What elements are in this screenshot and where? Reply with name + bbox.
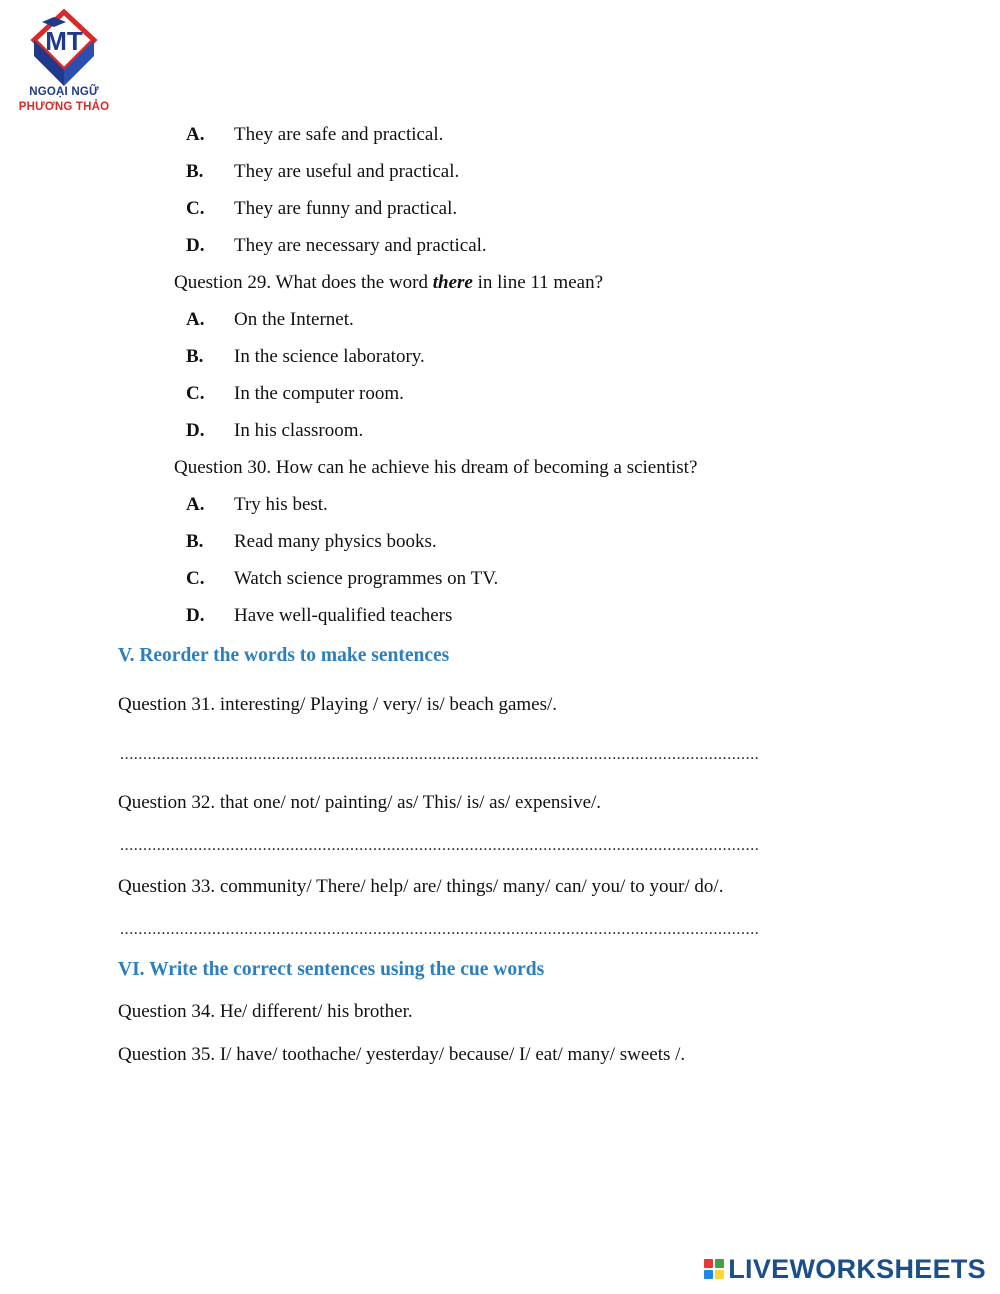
option-letter: C. [186,568,205,589]
q29-text-before: Question 29. What does the word [174,272,433,293]
q29-text-after: in line 11 mean? [472,272,604,293]
logo-emblem-icon [12,8,116,88]
option-letter: D. [186,235,205,256]
option-text: Read many physics books. [234,531,437,552]
logo-line-1: NGOẠI NGỮ [29,86,99,98]
answer-line-32[interactable]: ........................................................................................................................................... [120,837,760,854]
liveworksheets-blocks-icon [704,1259,724,1279]
question-29 [174,272,603,294]
publisher-logo [12,8,116,120]
option-letter: D. [186,605,205,626]
option-letter: D. [186,420,205,441]
option-text: They are useful and practical. [234,161,460,182]
option-text: They are funny and practical. [234,198,458,219]
option-letter: C. [186,383,205,404]
block-red [704,1259,713,1268]
question-35: Question 35. I/ have/ toothache/ yesterday/ because/ I/ eat/ many/ sweets /. [118,1044,686,1065]
answer-line-31[interactable]: ........................................................................................................................................... [120,746,760,763]
logo-line-2: PHƯƠNG THẢO [18,101,110,113]
liveworksheets-wordmark: LIVEWORKSHEETS [728,1253,986,1284]
option-text: Try his best. [234,494,328,515]
option-letter: C. [186,198,205,219]
option-text: They are safe and practical. [234,124,444,145]
option-text: In his classroom. [234,420,364,441]
option-text: In the computer room. [234,383,404,404]
block-green [715,1259,724,1268]
option-letter: A. [186,494,205,515]
option-letter: A. [186,309,205,330]
block-yellow [715,1270,724,1279]
section-6-heading: VI. Write the correct sentences using the cue words [118,959,545,980]
q29-emphasis: there [432,272,473,293]
option-letter: A. [186,124,205,145]
block-blue [704,1270,713,1279]
liveworksheets-logo [704,1253,986,1285]
question-32: Question 32. that one/ not/ painting/ as/ This/ is/ as/ expensive/. [118,792,602,813]
question-30: Question 30. How can he achieve his dream of becoming a scientist? [174,457,698,478]
question-33: Question 33. community/ There/ help/ are/ things/ many/ can/ you/ to your/ do/. [118,876,724,897]
logo-monogram: MT [45,26,83,56]
option-letter: B. [186,531,204,552]
answer-line-33[interactable]: ........................................................................................................................................... [120,921,760,938]
option-text: In the science laboratory. [234,346,425,367]
section-5-heading: V. Reorder the words to make sentences [118,645,450,666]
option-letter: B. [186,346,204,367]
option-text: Watch science programmes on TV. [234,568,499,589]
question-34: Question 34. He/ different/ his brother. [118,1001,413,1022]
option-letter: B. [186,161,204,182]
question-31: Question 31. interesting/ Playing / very/ is/ beach games/. [118,694,558,715]
option-text: They are necessary and practical. [234,235,487,256]
option-text: Have well-qualified teachers [234,605,453,626]
option-text: On the Internet. [234,309,354,330]
